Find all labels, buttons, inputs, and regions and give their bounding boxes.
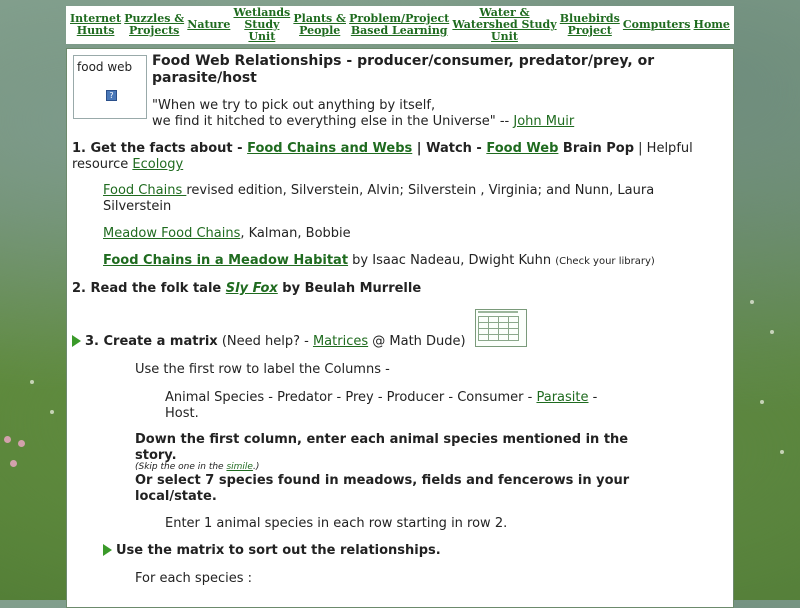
- book-item: [103, 253, 703, 270]
- select-species-instructions: Or select 7 species found in meadows, fields and fencerows in your local/state.: [135, 473, 630, 504]
- arrow-right-icon: [72, 335, 81, 347]
- nav-problem-project-learning[interactable]: Problem/Project Based Learning: [349, 12, 450, 37]
- brainpop-label: Brain Pop: [558, 141, 635, 156]
- food-web-brainpop-link[interactable]: Food Web: [486, 141, 559, 156]
- book-details: revised edition, Silverstein, Alvin; Silverstein , Virginia; and Nunn, Laura Silverstein: [103, 183, 655, 214]
- flower-decoration: [770, 330, 774, 334]
- nav-bluebirds-project[interactable]: Bluebirds Project: [559, 12, 620, 37]
- book-food-chains-link[interactable]: Food Chains: [103, 183, 187, 198]
- broken-image-icon: ?: [106, 90, 117, 101]
- skip-note-end: .): [252, 462, 260, 472]
- simile-link[interactable]: simile: [226, 462, 253, 472]
- parasite-link[interactable]: Parasite: [536, 390, 589, 405]
- main-content: [66, 48, 734, 608]
- column-labels-dash: -: [588, 390, 598, 405]
- column-labels-host: Host.: [165, 406, 199, 421]
- book-details: , Kalman, Bobbie: [240, 226, 351, 241]
- book-item: [103, 226, 703, 242]
- column-labels-text: Animal Species - Predator - Prey - Producer - Consumer -: [165, 390, 537, 405]
- nav-internet-hunts[interactable]: Internet Hunts: [70, 12, 122, 37]
- step-1: [72, 141, 722, 173]
- food-web-image-label: food web: [77, 60, 133, 74]
- flower-decoration: [30, 380, 34, 384]
- skip-note: [135, 462, 259, 473]
- step-3-lead: 3. Create a matrix: [85, 334, 218, 349]
- sly-fox-link[interactable]: Sly Fox: [225, 281, 278, 296]
- step-1-watch: | Watch -: [412, 141, 487, 156]
- nav-nature[interactable]: Nature: [187, 18, 231, 31]
- flower-decoration: [10, 460, 17, 467]
- flower-decoration: [50, 410, 54, 414]
- step-3: [72, 334, 672, 350]
- flower-decoration: [780, 450, 784, 454]
- flower-decoration: [750, 300, 754, 304]
- step-1-resource: | Helpful resource: [72, 141, 693, 172]
- nav-water-watershed-unit[interactable]: Water & Watershed Study Unit: [452, 6, 557, 43]
- step-2-author: by Beulah Murrelle: [277, 281, 422, 296]
- quote: [152, 98, 672, 130]
- flower-decoration: [760, 400, 764, 404]
- use-matrix-instructions: [103, 543, 623, 559]
- column-labels: [165, 390, 625, 422]
- enter-species-instructions: Enter 1 animal species in each row starting in row 2.: [165, 516, 508, 531]
- food-chains-webs-link[interactable]: Food Chains and Webs: [247, 141, 413, 156]
- nav-wetlands-study-unit[interactable]: Wetlands Study Unit: [233, 6, 291, 43]
- matrix-thumbnail-caption: [478, 311, 518, 313]
- library-note: (Check your library): [555, 256, 655, 267]
- use-matrix-text: Use the matrix to sort out the relationships.: [116, 543, 441, 558]
- book-meadow-habitat-link[interactable]: Food Chains in a Meadow Habitat: [103, 253, 349, 268]
- nav-plants-people[interactable]: Plants & People: [293, 12, 346, 37]
- book-item: [103, 183, 703, 215]
- page-title: Food Web Relationships - producer/consumer, predator/prey, or parasite/host: [152, 53, 655, 86]
- down-column-instructions: Down the first column, enter each animal species mentioned in the story.: [135, 432, 629, 463]
- nav-computers[interactable]: Computers: [622, 18, 691, 31]
- matrices-link[interactable]: Matrices: [312, 334, 369, 349]
- step-2: [72, 281, 672, 297]
- flower-decoration: [18, 440, 25, 447]
- step-1-lead: 1. Get the facts about -: [72, 141, 248, 156]
- food-web-image[interactable]: [73, 55, 147, 119]
- step-2-lead: 2. Read the folk tale: [72, 281, 226, 296]
- quote-line-1: "When we try to pick out anything by itself,: [152, 98, 436, 113]
- john-muir-link[interactable]: John Muir: [513, 114, 575, 129]
- book-meadow-food-chains-link[interactable]: Meadow Food Chains: [103, 226, 241, 241]
- for-each-species: For each species :: [135, 571, 252, 586]
- step-3-help: (Need help? -: [217, 334, 313, 349]
- arrow-right-icon: [103, 544, 112, 556]
- quote-line-2: we find it hitched to everything else in the Universe" --: [152, 114, 510, 129]
- row-instructions: Use the first row to label the Columns -: [135, 362, 390, 377]
- flower-decoration: [4, 436, 11, 443]
- ecology-link[interactable]: Ecology: [132, 157, 184, 172]
- nav-home[interactable]: Home: [693, 18, 730, 31]
- nav-puzzles-projects[interactable]: Puzzles & Projects: [124, 12, 185, 37]
- top-navigation: [66, 6, 734, 44]
- skip-note-text: (Skip the one in the: [135, 462, 227, 472]
- book-details: by Isaac Nadeau, Dwight Kuhn: [348, 253, 556, 268]
- step-3-mathdude: @ Math Dude): [368, 334, 466, 349]
